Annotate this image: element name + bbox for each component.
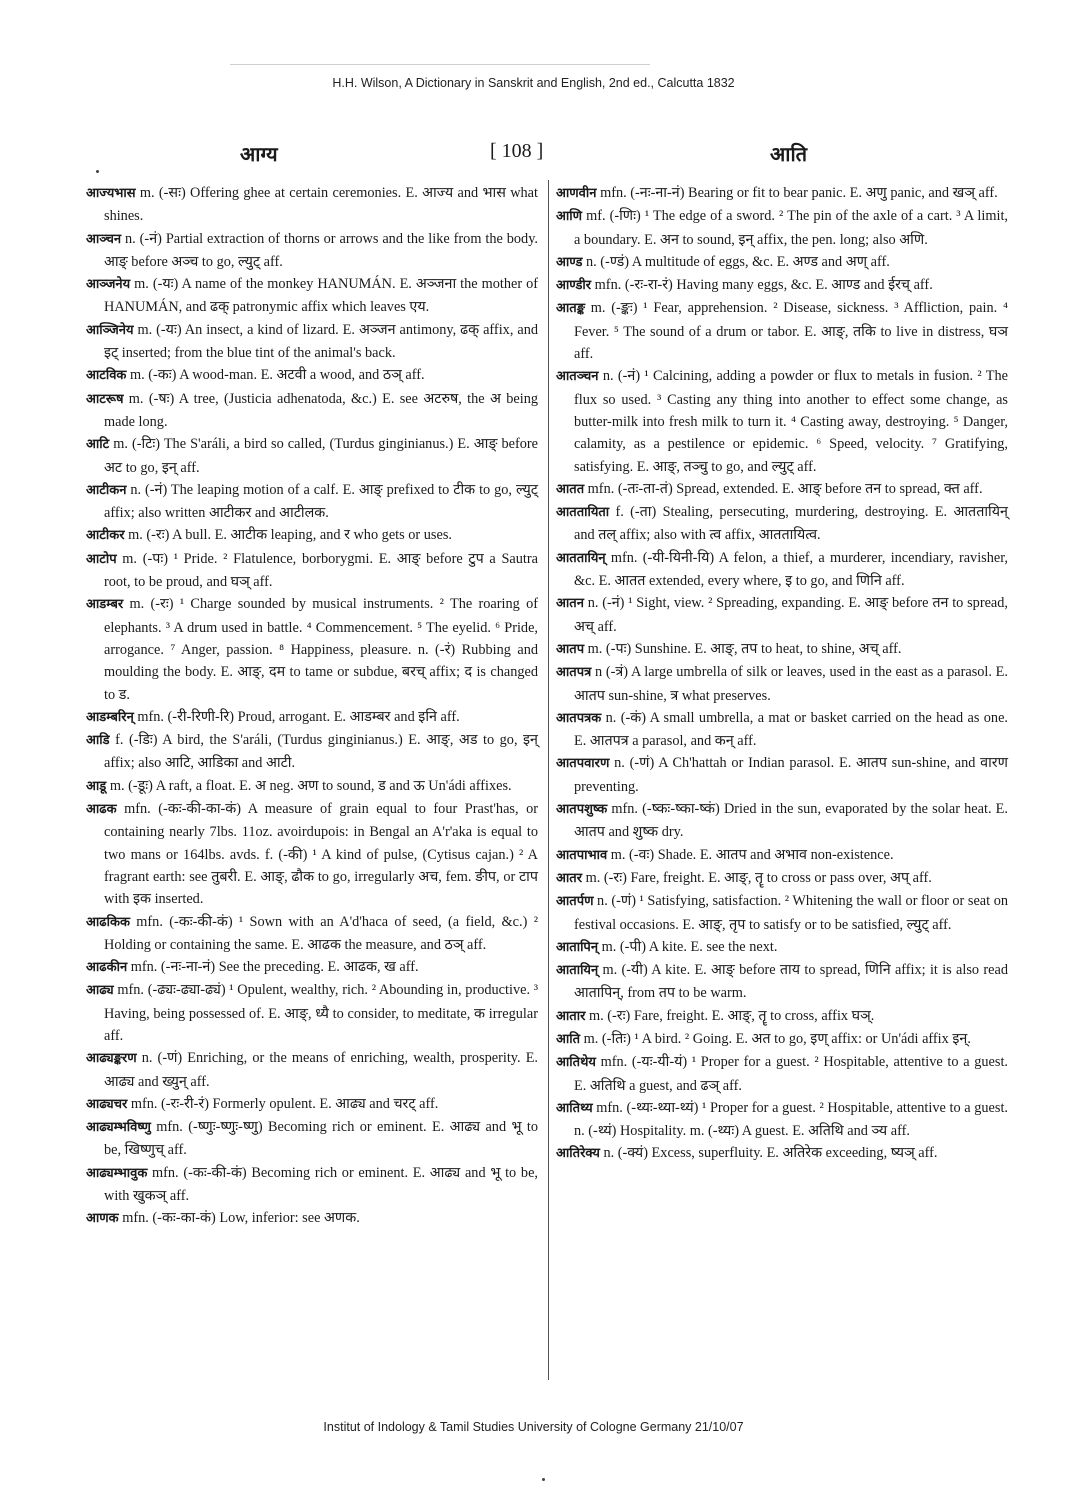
entry-headword: आतर्पण — [556, 894, 594, 910]
entry-definition: m. (-वः) Shade. E. आतप and अभाव non-existence. — [607, 846, 894, 863]
entry-headword: आतत — [556, 481, 585, 497]
entry-headword: आतिथ्य — [556, 1100, 593, 1116]
running-head — [0, 140, 1067, 170]
footer-credit: Institut of Indology & Tamil Studies University of Cologne Germany 21/10/07 — [323, 1420, 744, 1434]
entry-headword: आटरूष — [86, 391, 124, 407]
dictionary-entry — [86, 433, 538, 479]
entry-headword: आडि — [86, 733, 110, 749]
entry-definition: mfn. (-रः-री-रं) Formerly opulent. E. आढ्य and चरट् aff. — [127, 1095, 439, 1112]
source-citation: H.H. Wilson, A Dictionary in Sanskrit and English, 2nd ed., Calcutta 1832 — [332, 76, 735, 90]
dictionary-entry — [86, 548, 538, 594]
entry-headword: आतपवारण — [556, 756, 610, 772]
dictionary-entry — [556, 936, 1008, 959]
dictionary-entry — [86, 1116, 538, 1162]
entry-headword: आतायिन् — [556, 963, 599, 979]
dictionary-entry — [86, 364, 538, 387]
dictionary-entry — [556, 1005, 1008, 1028]
entry-headword: आण्ड — [556, 254, 583, 270]
dictionary-entry — [556, 1142, 1008, 1165]
dictionary-entry — [556, 798, 1008, 844]
dictionary-entry — [556, 1097, 1008, 1143]
dictionary-entry — [556, 844, 1008, 867]
scan-speck — [96, 170, 99, 173]
entry-definition: n. (-ण्डं) A multitude of eggs, &c. E. अण्ड and अण् aff. — [582, 253, 890, 270]
entry-headword: आटीकर — [86, 528, 125, 544]
dictionary-entry — [556, 867, 1008, 890]
entry-headword: आतप — [556, 641, 585, 657]
entry-headword: आतपाभाव — [556, 847, 608, 863]
entry-definition: mfn. (-रः-रा-रं) Having many eggs, &c. E. आण्ड and ईरच् aff. — [591, 277, 933, 294]
entry-definition: mfn. (-ष्णुः-ष्णुः-ष्णु) Becoming rich or eminent. E. आढ्य and भू to be, खिष्णुच् aff. — [104, 1119, 538, 1159]
entry-definition: m. (-पः) ¹ Pride. ² Flatulence, borborygmi. E. आङ् before टुप a Sautra root, to be proud, and घञ् aff. — [104, 550, 538, 591]
entry-definition: m. (-रः) Fare, freight. E. आङ्, तॄ to cross, affix घञ्. — [585, 1007, 875, 1024]
entry-definition: m. (-रः) ¹ Charge sounded by musical instruments. ² The roaring of elephants. ³ A drum used in battle. ⁴ Commencement. ⁵ The eyelid. ⁶ Pride, arrogance. ⁷ Anger, passion. ⁸ Happiness, pleasure. n. (-रं) Rubbing and moulding the body. E. आङ्, दम to tame or subdue, बरच् affix; द is changed to ड. — [104, 596, 538, 703]
entry-headword: आटविक — [86, 368, 127, 384]
dictionary-entry — [86, 956, 538, 979]
entry-headword: आढ्यम्भावुक — [86, 1165, 148, 1181]
dictionary-entry — [556, 752, 1008, 798]
dictionary-entry — [556, 1028, 1008, 1051]
entry-definition: m. (-पः) Sunshine. E. आङ्, तप to heat, to shine, अच् aff. — [584, 640, 902, 657]
dictionary-entry — [556, 478, 1008, 501]
entry-definition: n (-त्रं) A large umbrella of silk or leaves, used in the east as a parasol. E. आतप sun-shine, त्र what preserves. — [574, 664, 1008, 704]
entry-definition: m. (-रः) Fare, freight. E. आङ्, तॄ to cross or pass over, अप् aff. — [582, 869, 932, 886]
entry-headword: आतपशुष्क — [556, 802, 608, 818]
dictionary-entry — [556, 547, 1008, 593]
entry-definition: mfn. (-री-रिणी-रि) Proud, arrogant. E. आडम्बर and इनि aff. — [133, 708, 460, 725]
dictionary-entry — [86, 182, 538, 228]
entry-definition: f. (-डिः) A bird, the S'aráli, (Turdus ginginianus.) E. आङ्, अड to go, इन् affix; also आटि, आडिका and आटी. — [104, 732, 538, 772]
entry-definition: mfn. (-कः-की-कं) ¹ Sown with an A'd'haca of seed, (a field, &c.) ² Holding or containing the same. E. आढक the measure, and ठञ् aff. — [104, 913, 538, 953]
dictionary-entry — [86, 729, 538, 775]
entry-definition: m. (-डूः) A raft, a float. E. अ neg. अण to sound, ड and ऊ Un'ádi affixes. — [106, 777, 512, 794]
scan-artifact-rule — [230, 64, 650, 65]
entry-definition: m. (-यः) A name of the monkey HANUMÁN. E. अञ्जना the mother of HANUMÁN, and ढक् patronymic affix which leaves एय. — [104, 276, 538, 316]
dictionary-entry — [86, 911, 538, 957]
entry-definition: n. (-क्यं) Excess, superfluity. E. अतिरेक exceeding, ष्यञ् aff. — [599, 1145, 938, 1162]
entry-definition: m. (-तिः) ¹ A bird. ² Going. E. अत to go, इण् affix: or Un'ádi affix इन्. — [580, 1030, 971, 1047]
dictionary-entry — [86, 388, 538, 434]
dictionary-entry — [556, 638, 1008, 661]
dictionary-entry — [556, 297, 1008, 365]
entry-headword: आञ्जनेय — [86, 277, 131, 293]
entry-headword: आढ्यम्भविष्णु — [86, 1120, 151, 1136]
entry-definition: mfn. (-कः-का-कं) Low, inferior: see अणक. — [118, 1210, 360, 1227]
entry-definition: n. (-णं) A Ch'hattah or Indian parasol. E. आतप sun-shine, and वारण preventing. — [574, 755, 1008, 795]
entry-definition: f. (-ता) Stealing, persecuting, murdering, destroying. E. आततायिन् and तल् affix; also with त्व affix, आततायित्व. — [574, 504, 1008, 544]
dictionary-entry — [556, 959, 1008, 1005]
entry-definition: mfn. (-नः-ना-नं) Bearing or fit to bear panic. E. अणु panic, and खञ् aff. — [596, 185, 998, 201]
entry-headword: आण्डीर — [556, 278, 592, 294]
entry-headword: आतङ्क — [556, 301, 585, 317]
entry-headword: आतर — [556, 870, 583, 886]
entry-headword: आति — [556, 1031, 581, 1047]
entry-headword: आञ्चन — [86, 231, 122, 247]
entry-definition: m. (-पी) A kite. E. see the next. — [598, 938, 778, 955]
entry-headword: आढकिक — [86, 914, 130, 930]
entry-definition: mfn. (-थ्यः-थ्या-थ्यं) ¹ Proper for a guest. ² Hospitable, attentive to a guest. n. (-थ्यं) Hospitality. m. (-थ्यः) A guest. E. अतिथि and ञ्य aff. — [574, 1099, 1008, 1140]
dictionary-entry — [556, 707, 1008, 753]
entry-definition: mfn. (-ढ्यः-ढ्या-ढ्यं) ¹ Opulent, wealthy, rich. ² Abounding in, productive. ³ Having, being possessed of. E. आङ्, ध्यै to consider, to meditate, क irregular aff. — [104, 982, 538, 1044]
entry-headword: आतपत्रक — [556, 710, 602, 726]
entry-headword: आज्यभास — [86, 186, 136, 201]
left-column — [86, 182, 538, 1231]
dictionary-entry — [556, 1051, 1008, 1097]
entry-headword: आतञ्चन — [556, 369, 599, 385]
entry-definition: m. (-यी) A kite. E. आङ् before ताय to spread, णिनि affix; it is also read आतापिन्, from तप to be warm. — [574, 962, 1008, 1002]
entry-headword: आणक — [86, 1211, 119, 1227]
dictionary-entry — [556, 501, 1008, 547]
dictionary-entry — [86, 798, 538, 910]
dictionary-entry — [86, 1162, 538, 1208]
dictionary-entry — [556, 365, 1008, 477]
entry-definition: n. (-कं) A small umbrella, a mat or basket carried on the head as one. E. आतपत्र a parasol, and कन् aff. — [574, 709, 1008, 750]
entry-headword: आतपत्र — [556, 665, 592, 681]
dictionary-entry — [556, 205, 1008, 251]
dictionary-entry — [86, 273, 538, 319]
entry-headword: आढ्य — [86, 983, 114, 999]
entry-definition: m. (-कः) A wood-man. E. अटवी a wood, and ठञ् aff. — [126, 367, 425, 384]
entry-definition: mfn. (-तः-ता-तं) Spread, extended. E. आङ् before तन to spread, क्त aff. — [584, 480, 983, 497]
entry-headword: आतिरेक्य — [556, 1146, 600, 1162]
entry-definition: mfn. (-यः-यी-यं) ¹ Proper for a guest. ² Hospitable, attentive to a guest. E. अतिथि a guest, and ढञ् aff. — [574, 1054, 1008, 1094]
dictionary-entry — [86, 1207, 538, 1230]
dictionary-entry — [86, 228, 538, 274]
entry-headword: आटीकन — [86, 482, 127, 498]
scan-speck — [542, 1478, 545, 1481]
entry-definition: n. (-नं) The leaping motion of a calf. E. आङ् prefixed to टीक to go, ल्युट् affix; also written आटीकर and आटीलक. — [104, 481, 538, 522]
dictionary-entry — [86, 1047, 538, 1093]
entry-definition: m. (-यः) An insect, a kind of lizard. E. अञ्जन antimony, ढक् affix, and इट् inserted; from the blue tint of the animal's back. — [104, 321, 538, 362]
running-head-right: आति — [770, 142, 808, 166]
entry-headword: आतार — [556, 1008, 586, 1024]
entry-headword: आणवीन — [556, 186, 597, 201]
entry-definition: mfn. (-कः-की-का-कं) A measure of grain equal to four Prast'has, or containing nearly 7lbs. 11oz. avoirdupois: in Bengal an A'r'aka is equal to two mans or 164lbs. avds. f. (-की) ¹ A kind of pulse, (Cytisus cajan.) ² A fragrant earth: see तुबरी. E. आङ्, ढौक to go, irregularly अच, fem. ङीप, or टाप with इक inserted. — [104, 801, 538, 908]
dictionary-entry — [556, 592, 1008, 638]
dictionary-entry — [556, 251, 1008, 274]
entry-headword: आतन — [556, 596, 584, 612]
dictionary-entry — [556, 274, 1008, 297]
entry-definition: mfn. (-नः-ना-नं) See the preceding. E. आढक, ख aff. — [127, 959, 419, 976]
dictionary-entry — [86, 706, 538, 729]
dictionary-entry — [556, 890, 1008, 936]
dictionary-entry — [86, 479, 538, 525]
entry-headword: आडम्बरिन् — [86, 709, 134, 725]
dictionary-entry — [86, 979, 538, 1047]
entry-definition: m. (-ङ्कः) ¹ Fear, apprehension. ² Disease, sickness. ³ Affliction, pain. ⁴ Fever. ⁵ The sound of a drum or tabor. E. आङ्, तकि to live in distress, घञ aff. — [574, 300, 1008, 363]
dictionary-entry — [86, 1093, 538, 1116]
entry-definition: m. (-षः) A tree, (Justicia adhenatoda, &c.) E. see अटरुष, the अ being made long. — [104, 390, 538, 430]
entry-definition: mfn. (-कः-की-कं) Becoming rich or eminent. E. आढ्य and भू to be, with खुकञ् aff. — [104, 1164, 538, 1205]
entry-headword: आढ्यचर — [86, 1096, 128, 1112]
entry-headword: आततायिता — [556, 505, 610, 521]
entry-headword: आढकीन — [86, 960, 128, 976]
entry-definition: mfn. (-यी-यिनी-यि) A felon, a thief, a murderer, incendiary, ravisher, &c. E. आतत extended, every where, इ to go, and णिनि aff. — [574, 549, 1008, 590]
dictionary-entry — [86, 319, 538, 365]
entry-headword: आतिथेय — [556, 1055, 596, 1071]
entry-definition: mfn. (-ष्कः-ष्का-ष्कं) Dried in the sun, evaporated by the solar heat. E. आतप and शुष्क dry. — [574, 801, 1008, 841]
dictionary-entry — [86, 775, 538, 798]
entry-headword: आडम्बर — [86, 597, 124, 613]
running-head-left: आग्य — [240, 142, 278, 166]
entry-headword: आढक — [86, 802, 117, 818]
dictionary-entry — [86, 593, 538, 705]
entry-definition: n. (-नं) Partial extraction of thorns or arrows and the like from the body. आङ् before अञ्च to go, ल्युट् aff. — [104, 230, 538, 270]
entry-headword: आटोप — [86, 551, 117, 567]
entry-headword: आतापिन् — [556, 939, 599, 955]
entry-headword: आणि — [556, 209, 583, 225]
page-number: [ 108 ] — [490, 140, 544, 162]
right-column — [556, 182, 1008, 1166]
entry-definition: mf. (-णिः) ¹ The edge of a sword. ² The pin of the axle of a cart. ³ A limit, a boundary. E. अन to sound, इन् affix, the pen. long; also अणि. — [574, 208, 1008, 248]
entry-definition: n. (-नं) ¹ Sight, view. ² Spreading, expanding. E. आङ् before तन to spread, अच् aff. — [574, 595, 1008, 635]
entry-headword: आडू — [86, 778, 107, 794]
entry-definition: m. (-सः) Offering ghee at certain ceremonies. E. आज्य and भास what shines. — [104, 185, 538, 225]
entry-headword: आततायिन् — [556, 550, 606, 566]
column-divider — [548, 180, 549, 1380]
entry-definition: n. (-नं) ¹ Calcining, adding a powder or flux to metals in fusion. ² The flux so used. ³ Casting any thing into another to effect some change, as butter-milk into fresh milk to turn it. ⁴ Casting away, destroying. ⁵ Danger, calamity, as a pestilence or epidemic. ⁶ Speed, velocity. ⁷ Gratifying, satisfying. E. आङ्, तञ्चु to go, and ल्युट् aff. — [574, 368, 1008, 475]
entry-headword: आञ्जिनेय — [86, 322, 134, 338]
entry-definition: m. (-रः) A bull. E. आटीक leaping, and र who gets or uses. — [124, 527, 452, 544]
entry-definition: m. (-टिः) The S'aráli, a bird so called, (Turdus ginginianus.) E. आङ् before अट to go, इन् aff. — [104, 436, 538, 476]
entry-headword: आटि — [86, 437, 110, 453]
entry-definition: n. (-णं) ¹ Satisfying, satisfaction. ² Whitening the wall or floor or seat on festival occasions. E. आङ्, तृप to satisfy or to be satisfied, ल्युट् aff. — [574, 893, 1008, 933]
entry-definition: n. (-णं) Enriching, or the means of enriching, wealth, prosperity. E. आढ्य and ख्युन् aff. — [104, 1050, 538, 1090]
dictionary-entry — [556, 661, 1008, 707]
dictionary-entry — [86, 524, 538, 547]
dictionary-entry — [556, 182, 1008, 205]
entry-headword: आढ्यङ्करण — [86, 1051, 137, 1067]
